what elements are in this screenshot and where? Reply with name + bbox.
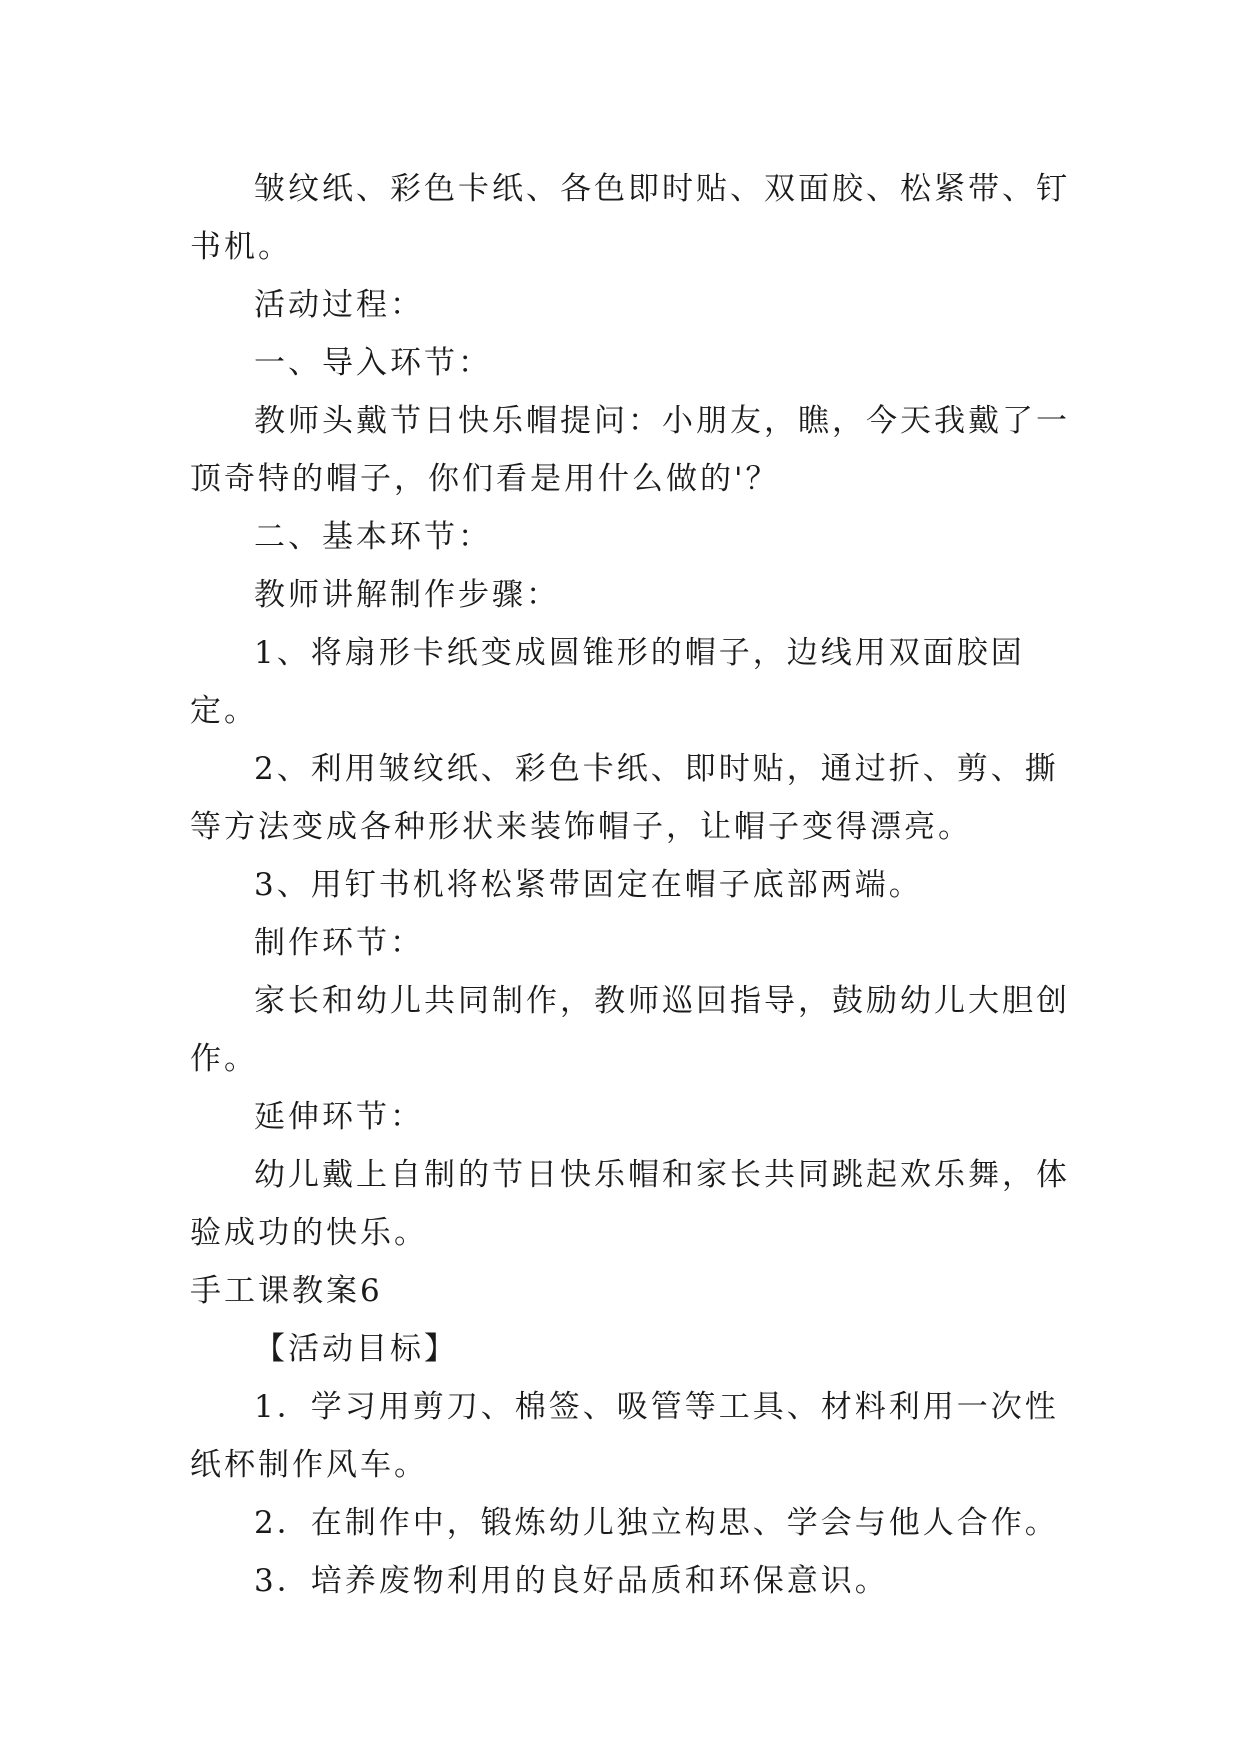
document-body [190,160,1070,1610]
paragraph-activity-goals: 【活动目标】 [254,1331,458,1367]
paragraph-goal-3: 3．培养废物利用的良好品质和环保意识。 [254,1563,889,1599]
paragraph-extension-desc: 幼儿戴上自制的节日快乐帽和家长共同跳起欢乐舞，体验成功的快乐。 [190,1157,1070,1251]
paragraph-materials: 皱纹纸、彩色卡纸、各色即时贴、双面胶、松紧带、钉书机。 [190,171,1070,265]
paragraph-making-step: 制作环节： [254,925,424,961]
paragraph-teacher-question: 教师头戴节日快乐帽提问：小朋友，瞧，今天我戴了一顶奇特的帽子，你们看是用什么做的'？ [190,403,1070,497]
paragraph-goal-1: 1．学习用剪刀、棉签、吸管等工具、材料利用一次性纸杯制作风车。 [190,1389,1059,1483]
paragraph-intro-step: 一、导入环节： [254,345,492,381]
paragraph-activity-process: 活动过程： [254,287,424,323]
paragraph-explain-steps: 教师讲解制作步骤： [254,577,560,613]
paragraph-making-desc: 家长和幼儿共同制作，教师巡回指导，鼓励幼儿大胆创作。 [190,983,1070,1077]
paragraph-extension-step: 延伸环节： [254,1099,424,1135]
paragraph-step-2: 2、利用皱纹纸、彩色卡纸、即时贴，通过折、剪、撕等方法变成各种形状来装饰帽子，让帽子变得漂亮。 [190,751,1059,845]
section-title: 手工课教案6 [190,1273,383,1309]
paragraph-basic-step: 二、基本环节： [254,519,492,555]
paragraph-goal-2: 2．在制作中，锻炼幼儿独立构思、学会与他人合作。 [254,1505,1059,1541]
paragraph-step-3: 3、用钉书机将松紧带固定在帽子底部两端。 [254,867,923,903]
paragraph-step-1: 1、将扇形卡纸变成圆锥形的帽子，边线用双面胶固定。 [190,635,1025,729]
